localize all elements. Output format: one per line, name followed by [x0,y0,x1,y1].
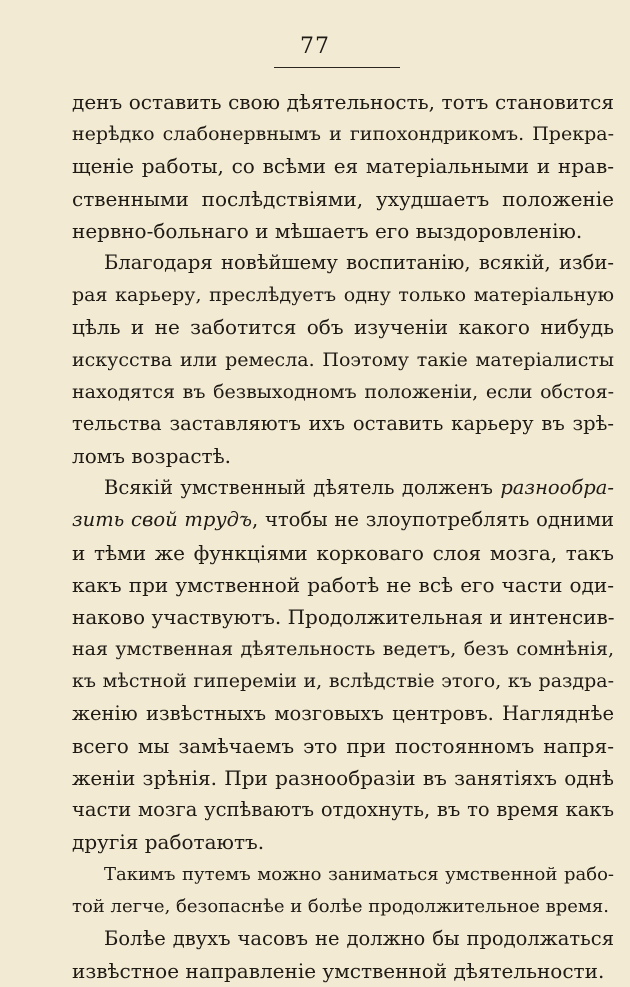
text-segment: денъ оставить свою дѣятельность, тотъ становится [72,90,614,114]
text-segment: тельства заставляютъ ихъ оставить карьеру въ зрѣ- [72,411,614,435]
text-line [72,601,614,633]
text-segment: всего мы замѣчаемъ это при постоянномъ напря- [72,733,614,758]
text-segment: женіи зрѣнія. При разнообразіи въ занятіяхъ однѣ [72,765,614,790]
text-line [72,247,614,279]
text-segment: ная умственная дѣятельность ведетъ, безъ сомнѣнія, [72,638,614,661]
text-segment: ломъ возрастѣ. [72,444,232,469]
text-line [72,859,614,891]
text-line [72,794,614,826]
text-segment: находятся въ безвыходномъ положеніи, если обстоя- [72,380,614,403]
emphasis-text: зить свой трудъ [72,508,253,532]
text-line [72,118,614,150]
text-segment: цѣль и не заботится объ изученіи какого нибудь [72,315,614,340]
text-line [72,891,614,923]
text-segment: той легче, безопаснѣе и болѣе продолжительное время. [72,895,609,917]
text-line [72,698,614,730]
text-segment: искусства или ремесла. Поэтому такіе матеріалисты [72,348,614,371]
text-segment: нервно-больнаго и мѣшаетъ его выздоровленію. [72,218,583,243]
text-line [72,215,614,247]
text-line [72,730,614,762]
header-rule [274,67,400,68]
text-line [72,86,614,118]
text-line [72,537,614,569]
text-line [72,569,614,601]
text-line [72,408,614,440]
text-segment: извѣстное направленіе умственной дѣятельности. [72,959,605,984]
text-segment: Болѣе двухъ часовъ не должно бы продолжаться [104,926,614,950]
text-line [72,762,614,794]
text-line [72,826,614,858]
text-line [72,344,614,376]
text-line [72,633,614,665]
text-line [72,472,614,504]
text-segment: Такимъ путемъ можно заниматься умственной рабо- [104,863,614,885]
body-text [72,86,614,987]
text-segment: наково участвуютъ. Продолжительная и интенсив- [72,605,615,629]
text-segment: нерѣдко слабонервнымъ и гипохондрикомъ. Прекра- [72,123,614,146]
text-line [72,923,614,955]
text-segment: щеніе работы, со всѣми ея матеріальными и нрав- [72,154,614,179]
text-segment: Благодаря новѣйшему воспитанію, всякій, изби- [104,250,614,274]
text-segment: другія работаютъ. [72,830,265,855]
text-segment: и тѣми же функціями корковаго слоя мозга, такъ [72,540,614,565]
text-line [72,183,614,215]
text-segment: рая карьеру, преслѣдуетъ одну только матеріальную [72,284,614,307]
text-segment: Всякій умственный дѣятель долженъ [104,476,501,500]
text-segment: ственными послѣдствіями, ухудшаетъ положеніе [72,186,614,211]
text-segment: къ мѣстной гипереміи и, вслѣдствіе этого, къ раздра- [72,670,614,693]
text-line [72,376,614,408]
text-line [72,150,614,182]
text-line [72,279,614,311]
text-segment: женію извѣстныхъ мозговыхъ центровъ. Нагляднѣе [72,701,614,725]
text-line [72,504,614,536]
text-segment: какъ при умственной работѣ не всѣ его части оди- [72,572,614,597]
emphasis-text: разнообра- [500,476,614,500]
text-line [72,311,614,343]
text-line [72,440,614,472]
text-line [72,665,614,697]
text-segment: , чтобы не злоупотреблять одними [252,508,614,532]
text-segment: части мозга успѣваютъ отдохнуть, въ то время какъ [72,798,614,822]
page-number: 77 [300,34,330,59]
